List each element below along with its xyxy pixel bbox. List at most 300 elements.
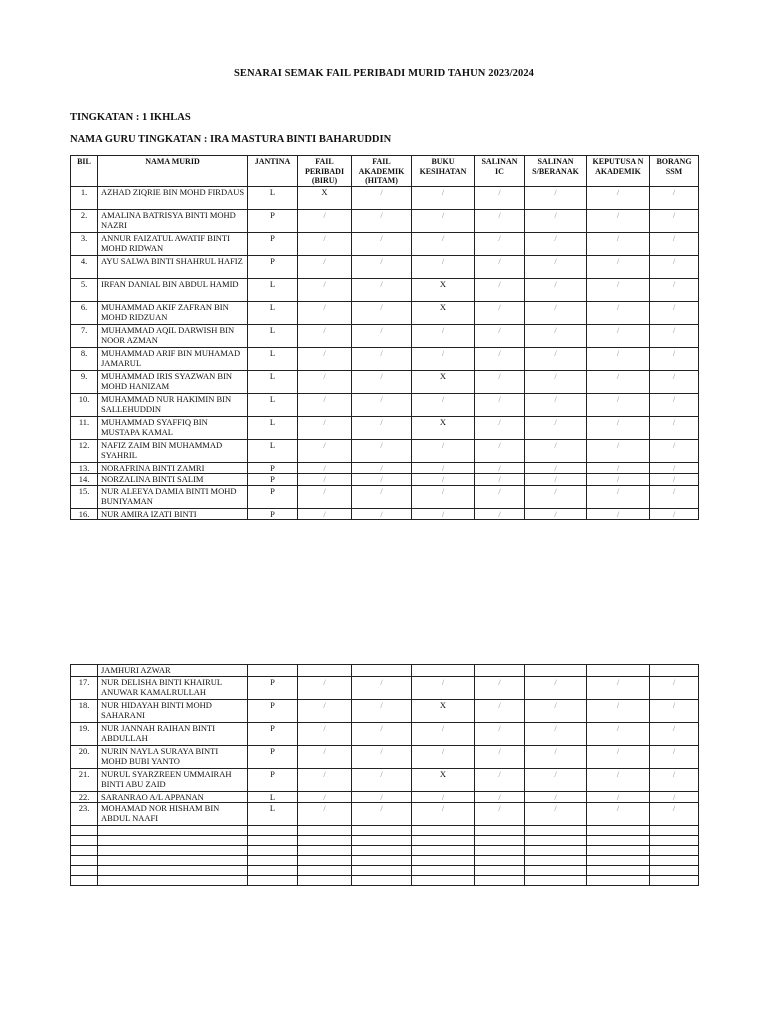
bil-cell: 10.	[71, 393, 98, 416]
check-mark-cell: /	[352, 439, 412, 462]
empty-cell	[525, 836, 587, 846]
bil-cell: 17.	[71, 676, 98, 699]
check-mark-cell: /	[352, 278, 412, 301]
bil-cell: 19.	[71, 722, 98, 745]
empty-cell	[412, 846, 475, 856]
check-mark-cell: /	[475, 699, 525, 722]
empty-table-row	[71, 876, 699, 886]
check-mark-cell: /	[525, 791, 587, 803]
check-mark-cell: /	[352, 209, 412, 232]
empty-cell	[650, 836, 699, 846]
empty-cell	[248, 856, 298, 866]
empty-cell	[248, 876, 298, 886]
check-mark-cell: /	[475, 791, 525, 803]
bil-cell: 22.	[71, 791, 98, 803]
jantina-cell: P	[248, 768, 298, 791]
check-mark-cell: /	[587, 324, 650, 347]
bil-cell: 20.	[71, 745, 98, 768]
empty-cell	[525, 846, 587, 856]
header-keputusan-akademik: KEPUTUSA N AKADEMIK	[587, 156, 650, 187]
table-row	[71, 722, 699, 745]
tingkatan-label: TINGKATAN : 1 IKHLAS	[70, 112, 191, 123]
check-mark-cell: /	[352, 255, 412, 278]
table-row	[71, 791, 699, 803]
jantina-cell: P	[248, 745, 298, 768]
header-buku-kesihatan: BUKU KESIHATAN	[412, 156, 475, 187]
table-row	[71, 232, 699, 255]
check-mark-cell: X	[412, 699, 475, 722]
empty-cell	[98, 846, 248, 856]
header-fail-akademik: FAIL AKADEMIK (HITAM)	[352, 156, 412, 187]
check-mark-cell: /	[650, 745, 699, 768]
nama-murid-cell: NUR DELISHA BINTI KHAIRUL ANUWAR KAMALRULLAH	[98, 676, 248, 699]
check-mark-cell: /	[475, 278, 525, 301]
check-mark-cell: /	[475, 462, 525, 474]
check-mark-cell: /	[650, 439, 699, 462]
check-mark-cell: /	[525, 393, 587, 416]
bil-cell: 21.	[71, 768, 98, 791]
check-mark-cell: /	[475, 324, 525, 347]
check-mark-cell: /	[352, 745, 412, 768]
check-mark-cell: /	[475, 745, 525, 768]
check-mark-cell: /	[650, 508, 699, 520]
bil-cell: 7.	[71, 324, 98, 347]
check-mark-cell: /	[650, 232, 699, 255]
table-row	[71, 485, 699, 508]
check-mark-cell: /	[352, 474, 412, 486]
check-mark-cell: /	[412, 462, 475, 474]
empty-cell	[298, 836, 352, 846]
header-nama-murid: NAMA MURID	[98, 156, 248, 187]
check-mark-cell: /	[475, 370, 525, 393]
empty-cell	[298, 866, 352, 876]
table-row	[71, 439, 699, 462]
empty-cell	[587, 846, 650, 856]
check-mark-cell: /	[525, 485, 587, 508]
check-mark-cell: /	[298, 791, 352, 803]
check-mark-cell: /	[475, 768, 525, 791]
check-mark-cell: /	[475, 803, 525, 826]
check-mark-cell: /	[352, 370, 412, 393]
table-body-page1	[71, 186, 699, 520]
jantina-cell: L	[248, 347, 298, 370]
table-row	[71, 324, 699, 347]
empty-cell	[98, 866, 248, 876]
empty-cell	[650, 856, 699, 866]
check-mark-cell: /	[587, 393, 650, 416]
empty-table-row	[71, 856, 699, 866]
check-mark-cell: /	[298, 699, 352, 722]
check-mark-cell: /	[587, 474, 650, 486]
table-row	[71, 301, 699, 324]
check-mark-cell: /	[587, 722, 650, 745]
bil-cell: 23.	[71, 803, 98, 826]
check-mark-cell: /	[525, 462, 587, 474]
check-mark-cell: /	[412, 508, 475, 520]
check-mark-cell: /	[650, 416, 699, 439]
jantina-cell: L	[248, 416, 298, 439]
empty-cell	[352, 856, 412, 866]
check-mark-cell: /	[475, 439, 525, 462]
check-mark-cell: /	[587, 508, 650, 520]
empty-cell	[98, 856, 248, 866]
jantina-cell: L	[248, 278, 298, 301]
check-mark-cell: /	[587, 803, 650, 826]
check-mark-cell: /	[650, 278, 699, 301]
check-mark-cell: /	[298, 722, 352, 745]
check-mark-cell	[525, 665, 587, 677]
empty-cell	[98, 826, 248, 836]
check-mark-cell: /	[475, 676, 525, 699]
check-mark-cell: /	[525, 255, 587, 278]
bil-cell: 3.	[71, 232, 98, 255]
table-row	[71, 768, 699, 791]
check-mark-cell: /	[352, 768, 412, 791]
check-mark-cell: /	[412, 803, 475, 826]
empty-cell	[475, 826, 525, 836]
check-mark-cell: /	[525, 416, 587, 439]
check-mark-cell: /	[412, 347, 475, 370]
check-mark-cell: /	[587, 370, 650, 393]
check-mark-cell: /	[650, 393, 699, 416]
header-salinan-ic: SALINAN IC	[475, 156, 525, 187]
jantina-cell: P	[248, 255, 298, 278]
empty-table-row	[71, 836, 699, 846]
check-mark-cell: /	[587, 439, 650, 462]
nama-murid-cell: MUHAMMAD NUR HAKIMIN BIN SALLEHUDDIN	[98, 393, 248, 416]
check-mark-cell: /	[352, 301, 412, 324]
table-row	[71, 393, 699, 416]
check-mark-cell: /	[525, 324, 587, 347]
check-mark-cell: X	[412, 301, 475, 324]
empty-cell	[71, 876, 98, 886]
check-mark-cell: /	[412, 439, 475, 462]
bil-cell: 15.	[71, 485, 98, 508]
check-mark-cell: /	[525, 722, 587, 745]
nama-murid-cell: AMALINA BATRISYA BINTI MOHD NAZRI	[98, 209, 248, 232]
table-row	[71, 508, 699, 520]
empty-cell	[587, 856, 650, 866]
check-mark-cell	[650, 665, 699, 677]
check-mark-cell: /	[650, 186, 699, 209]
table-row	[71, 370, 699, 393]
empty-cell	[525, 856, 587, 866]
check-mark-cell: /	[352, 347, 412, 370]
table-row	[71, 699, 699, 722]
jantina-cell: P	[248, 209, 298, 232]
check-mark-cell: /	[298, 676, 352, 699]
check-mark-cell: /	[475, 416, 525, 439]
check-mark-cell: /	[298, 416, 352, 439]
nama-murid-cell: NUR HIDAYAH BINTI MOHD SAHARANI	[98, 699, 248, 722]
check-mark-cell: /	[298, 347, 352, 370]
table-row	[71, 665, 699, 677]
bil-cell: 13.	[71, 462, 98, 474]
check-mark-cell: /	[525, 209, 587, 232]
table-row	[71, 474, 699, 486]
table-row	[71, 803, 699, 826]
nama-murid-cell: NORAFRINA BINTI ZAMRI	[98, 462, 248, 474]
empty-cell	[71, 856, 98, 866]
empty-cell	[650, 866, 699, 876]
jantina-cell: P	[248, 699, 298, 722]
check-mark-cell: /	[525, 803, 587, 826]
document-title: SENARAI SEMAK FAIL PERIBADI MURID TAHUN 2023/2024	[233, 68, 535, 79]
check-mark-cell: /	[352, 232, 412, 255]
check-mark-cell: /	[298, 255, 352, 278]
empty-cell	[352, 866, 412, 876]
check-mark-cell: /	[587, 791, 650, 803]
header-salinan-sberanak: SALINAN S/BERANAK	[525, 156, 587, 187]
check-mark-cell: /	[475, 485, 525, 508]
check-mark-cell: /	[475, 232, 525, 255]
bil-cell: 14.	[71, 474, 98, 486]
check-mark-cell	[475, 665, 525, 677]
jantina-cell: L	[248, 186, 298, 209]
empty-table-row	[71, 866, 699, 876]
jantina-cell: P	[248, 722, 298, 745]
check-mark-cell: /	[298, 393, 352, 416]
check-mark-cell: /	[525, 474, 587, 486]
bil-cell: 16.	[71, 508, 98, 520]
empty-cell	[475, 866, 525, 876]
empty-cell	[587, 826, 650, 836]
check-mark-cell: /	[352, 393, 412, 416]
check-mark-cell: /	[352, 676, 412, 699]
checklist-table-page2	[70, 664, 699, 886]
check-mark-cell: /	[412, 255, 475, 278]
bil-cell: 11.	[71, 416, 98, 439]
check-mark-cell: /	[525, 232, 587, 255]
check-mark-cell: /	[298, 439, 352, 462]
empty-cell	[71, 866, 98, 876]
check-mark-cell: /	[587, 232, 650, 255]
bil-cell: 4.	[71, 255, 98, 278]
check-mark-cell: /	[525, 370, 587, 393]
check-mark-cell: /	[650, 768, 699, 791]
check-mark-cell: /	[475, 474, 525, 486]
check-mark-cell: /	[298, 462, 352, 474]
nama-murid-cell: MUHAMMAD ARIF BIN MUHAMAD JAMARUL	[98, 347, 248, 370]
check-mark-cell: /	[587, 745, 650, 768]
nama-murid-cell: MUHAMMAD AKIF ZAFRAN BIN MOHD RIDZUAN	[98, 301, 248, 324]
table-body-page2	[71, 665, 699, 886]
empty-cell	[412, 836, 475, 846]
check-mark-cell: /	[352, 462, 412, 474]
nama-murid-cell: NAFIZ ZAIM BIN MUHAMMAD SYAHRIL	[98, 439, 248, 462]
check-mark-cell: /	[587, 699, 650, 722]
header-jantina: JANTINA	[248, 156, 298, 187]
check-mark-cell: /	[412, 791, 475, 803]
check-mark-cell: /	[525, 439, 587, 462]
nama-murid-cell: NUR JANNAH RAIHAN BINTI ABDULLAH	[98, 722, 248, 745]
check-mark-cell: X	[412, 416, 475, 439]
check-mark-cell: /	[298, 209, 352, 232]
empty-cell	[248, 866, 298, 876]
check-mark-cell: /	[650, 699, 699, 722]
nama-murid-cell: MUHAMMAD AQIL DARWISH BIN NOOR AZMAN	[98, 324, 248, 347]
check-mark-cell: /	[650, 803, 699, 826]
empty-cell	[475, 846, 525, 856]
empty-cell	[352, 826, 412, 836]
empty-cell	[525, 876, 587, 886]
bil-cell: 8.	[71, 347, 98, 370]
check-mark-cell: /	[352, 324, 412, 347]
nama-murid-cell: IRFAN DANIAL BIN ABDUL HAMID	[98, 278, 248, 301]
check-mark-cell: /	[650, 462, 699, 474]
empty-cell	[298, 826, 352, 836]
empty-table-row	[71, 846, 699, 856]
empty-cell	[475, 856, 525, 866]
jantina-cell: L	[248, 791, 298, 803]
check-mark-cell: X	[412, 370, 475, 393]
empty-cell	[352, 876, 412, 886]
nama-murid-cell: AZHAD ZIQRIE BIN MOHD FIRDAUS	[98, 186, 248, 209]
empty-cell	[650, 846, 699, 856]
jantina-cell: P	[248, 676, 298, 699]
empty-cell	[71, 846, 98, 856]
nama-murid-cell: NORZALINA BINTI SALIM	[98, 474, 248, 486]
empty-cell	[412, 856, 475, 866]
check-mark-cell: /	[587, 676, 650, 699]
empty-cell	[650, 826, 699, 836]
check-mark-cell: /	[650, 791, 699, 803]
check-mark-cell: /	[587, 485, 650, 508]
check-mark-cell: /	[587, 416, 650, 439]
check-mark-cell: /	[650, 370, 699, 393]
check-mark-cell: /	[298, 508, 352, 520]
bil-cell: 2.	[71, 209, 98, 232]
empty-cell	[412, 866, 475, 876]
check-mark-cell: /	[352, 508, 412, 520]
jantina-cell: P	[248, 508, 298, 520]
check-mark-cell: /	[298, 232, 352, 255]
check-mark-cell	[352, 665, 412, 677]
table-row	[71, 209, 699, 232]
table-row	[71, 462, 699, 474]
check-mark-cell: /	[475, 255, 525, 278]
empty-cell	[587, 876, 650, 886]
check-mark-cell: /	[412, 676, 475, 699]
empty-cell	[475, 876, 525, 886]
check-mark-cell: /	[650, 347, 699, 370]
check-mark-cell: /	[412, 232, 475, 255]
check-mark-cell: /	[412, 722, 475, 745]
check-mark-cell: /	[352, 791, 412, 803]
check-mark-cell: /	[525, 745, 587, 768]
jantina-cell: P	[248, 474, 298, 486]
empty-cell	[298, 846, 352, 856]
check-mark-cell: /	[298, 324, 352, 347]
check-mark-cell: /	[525, 301, 587, 324]
check-mark-cell: /	[412, 393, 475, 416]
header-fail-peribadi: FAIL PERIBADI (BIRU)	[298, 156, 352, 187]
empty-cell	[71, 836, 98, 846]
jantina-cell: L	[248, 301, 298, 324]
check-mark-cell: /	[412, 186, 475, 209]
check-mark-cell: /	[298, 485, 352, 508]
table-row	[71, 745, 699, 768]
bil-cell: 18.	[71, 699, 98, 722]
empty-cell	[98, 876, 248, 886]
header-borang-ssm: BORANG SSM	[650, 156, 699, 187]
check-mark-cell: /	[525, 186, 587, 209]
check-mark-cell: /	[475, 393, 525, 416]
nama-murid-cell: NURUL SYARZREEN UMMAIRAH BINTI ABU ZAID	[98, 768, 248, 791]
empty-cell	[352, 836, 412, 846]
jantina-cell: L	[248, 439, 298, 462]
empty-cell	[650, 876, 699, 886]
nama-murid-cell: NUR ALEEYA DAMIA BINTI MOHD BUNIYAMAN	[98, 485, 248, 508]
table-row	[71, 278, 699, 301]
check-mark-cell: /	[650, 485, 699, 508]
check-mark-cell: /	[650, 676, 699, 699]
check-mark-cell: /	[525, 508, 587, 520]
bil-cell: 9.	[71, 370, 98, 393]
table-row	[71, 255, 699, 278]
check-mark-cell: /	[475, 186, 525, 209]
check-mark-cell: /	[525, 768, 587, 791]
empty-cell	[352, 846, 412, 856]
check-mark-cell: /	[298, 768, 352, 791]
check-mark-cell: /	[587, 347, 650, 370]
nama-murid-cell: MOHAMAD NOR HISHAM BIN ABDUL NAAFI	[98, 803, 248, 826]
empty-cell	[248, 836, 298, 846]
jantina-cell: P	[248, 485, 298, 508]
check-mark-cell: /	[412, 745, 475, 768]
table-row	[71, 416, 699, 439]
check-mark-cell: /	[475, 301, 525, 324]
check-mark-cell: /	[298, 803, 352, 826]
check-mark-cell: /	[587, 301, 650, 324]
check-mark-cell: X	[412, 768, 475, 791]
jantina-cell: L	[248, 324, 298, 347]
check-mark-cell: /	[650, 474, 699, 486]
empty-cell	[98, 836, 248, 846]
empty-cell	[298, 856, 352, 866]
jantina-cell: L	[248, 393, 298, 416]
empty-cell	[248, 846, 298, 856]
nama-murid-cell: NUR AMIRA IZATI BINTI	[98, 508, 248, 520]
jantina-cell: L	[248, 370, 298, 393]
check-mark-cell: /	[587, 209, 650, 232]
table-row	[71, 676, 699, 699]
check-mark-cell: /	[587, 278, 650, 301]
check-mark-cell: /	[298, 474, 352, 486]
empty-cell	[525, 826, 587, 836]
check-mark-cell: /	[475, 722, 525, 745]
jantina-cell: L	[248, 803, 298, 826]
nama-murid-cell: MUHAMMAD IRIS SYAZWAN BIN MOHD HANIZAM	[98, 370, 248, 393]
empty-cell	[71, 826, 98, 836]
empty-cell	[298, 876, 352, 886]
check-mark-cell: /	[525, 347, 587, 370]
check-mark-cell: /	[525, 278, 587, 301]
check-mark-cell: /	[650, 209, 699, 232]
check-mark-cell: /	[650, 324, 699, 347]
checklist-table-page1	[70, 155, 699, 520]
check-mark-cell: /	[587, 255, 650, 278]
table-row	[71, 347, 699, 370]
nama-murid-cell: MUHAMMAD SYAFFIQ BIN MUSTAPA KAMAL	[98, 416, 248, 439]
nama-murid-cell: SARANRAO A/L APPANAN	[98, 791, 248, 803]
bil-cell: 1.	[71, 186, 98, 209]
empty-cell	[475, 836, 525, 846]
check-mark-cell	[587, 665, 650, 677]
check-mark-cell: /	[412, 474, 475, 486]
nama-murid-cell: JAMHURI AZWAR	[98, 665, 248, 677]
check-mark-cell: /	[352, 803, 412, 826]
